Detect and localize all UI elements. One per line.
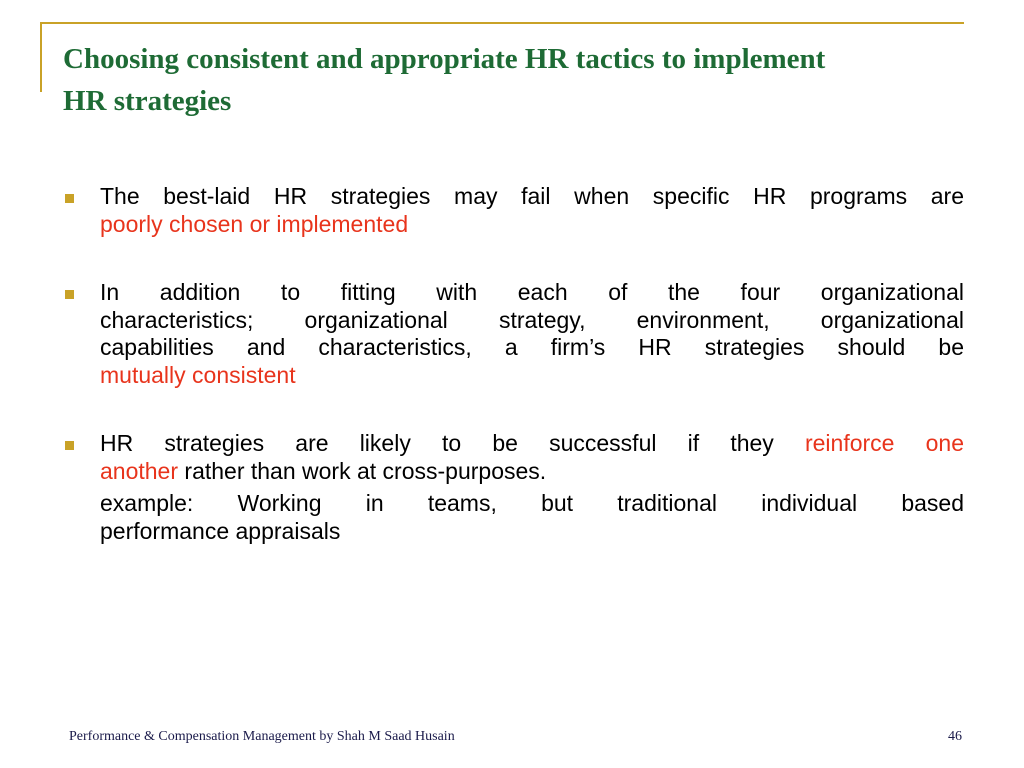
bullet-3-line-1-text: HR strategies are likely to be successful if they bbox=[100, 430, 805, 456]
bullet-2-line-2: characteristics; organizational strategy, environment, organizational bbox=[100, 306, 964, 333]
bullet-3-text bbox=[100, 430, 964, 485]
slide-title-line-2: HR strategies bbox=[63, 85, 232, 117]
bullet-2-line-1: In addition to fitting with each of the four organizational bbox=[100, 279, 964, 305]
bullet-3-line-2 bbox=[100, 458, 964, 486]
bullet-item-2 bbox=[60, 279, 964, 389]
bullet-1-line-1: The best-laid HR strategies may fail when specific HR programs are bbox=[100, 183, 964, 209]
bullet-2-line-3: capabilities and characteristics, a firm’s HR strategies should be bbox=[100, 334, 964, 360]
footer-credit: Performance & Compensation Management by Shah M Saad Husain bbox=[69, 729, 455, 744]
slide-title bbox=[63, 38, 973, 122]
page-number: 46 bbox=[948, 729, 962, 744]
title-frame-left-rule bbox=[40, 22, 42, 92]
bullet-1-highlight: poorly chosen or implemented bbox=[100, 210, 409, 237]
title-frame-top-rule bbox=[40, 22, 964, 24]
bullet-3-line-1 bbox=[100, 430, 964, 458]
bullet-3-line-2-text: rather than work at cross-purposes. bbox=[178, 457, 547, 484]
example-line-2: performance appraisals bbox=[100, 517, 341, 544]
bullet-list bbox=[60, 183, 964, 545]
bullet-item-1 bbox=[60, 183, 964, 238]
bullet-2-highlight: mutually consistent bbox=[100, 361, 296, 388]
bullet-3-highlight-b: another bbox=[100, 457, 179, 484]
example-line-1: example: Working in teams, but traditional individual based bbox=[100, 490, 964, 516]
gold-square-bullet-icon bbox=[65, 441, 74, 450]
bullet-3-highlight-a: reinforce one bbox=[804, 430, 965, 456]
bullet-1-text bbox=[100, 183, 964, 238]
gold-square-bullet-icon bbox=[65, 290, 74, 299]
gold-square-bullet-icon bbox=[65, 194, 74, 203]
bullet-2-text bbox=[100, 279, 964, 389]
bullet-item-3 bbox=[60, 430, 964, 545]
bullet-3-example bbox=[100, 490, 964, 545]
slide-title-line-1: Choosing consistent and appropriate HR tactics to implement bbox=[63, 43, 826, 75]
